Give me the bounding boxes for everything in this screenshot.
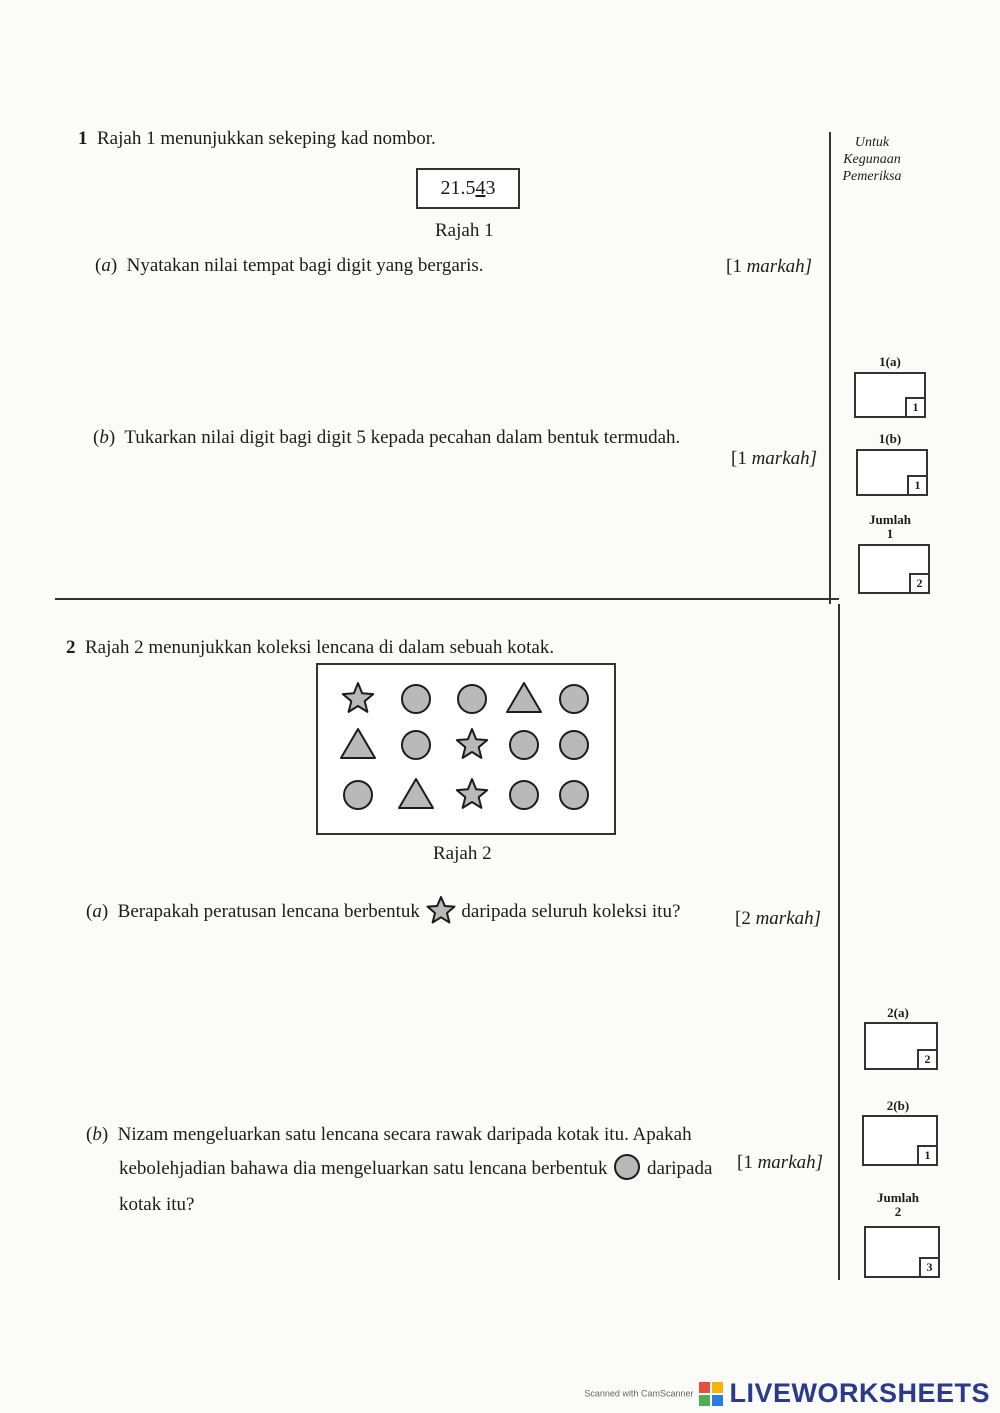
badge-star-r2c3 [457,729,487,758]
card-prefix: 21.5 [440,177,476,199]
q1-stem-text: Rajah 1 menunjukkan sekeping kad nombor. [97,128,436,149]
badge-circle-r3c1 [344,781,372,809]
q1a-marks [726,256,812,278]
q1b-marks-num: [1 [731,448,747,469]
card-underlined-digit: 4 [475,177,486,199]
q1-number: 1 [78,128,88,149]
q1-stem [78,127,436,151]
q2b-marks [737,1152,823,1174]
examiner-heading-line2: Kegunaan [843,152,901,167]
q2b-line3: kotak itu? [119,1194,195,1215]
q2b-label: (b) [86,1124,109,1145]
q2a-marks-num: [2 [735,908,751,929]
badge-star-r3c3 [457,779,487,808]
q2b-line2-before: kebolehjadian bahawa dia mengeluarkan satu lencana berbentuk [119,1158,608,1179]
badge-triangle-r1c4 [507,683,541,712]
examiner-heading-line1: Untuk [854,135,890,150]
number-card [416,168,520,209]
q1b-marks [731,448,817,470]
badge-triangle-r3c2 [399,779,433,808]
q2a-text-before: Berapakah peratusan lencana berbentuk [117,901,420,922]
q1a-question [95,254,484,278]
q2b-line1: Nizam mengeluarkan satu lencana secara rawak daripada kotak itu. Apakah [117,1124,692,1145]
q2-total-label [868,1191,928,1219]
q1b-box-label: 1(b) [878,431,902,446]
q2b-label-letter: b [92,1124,102,1145]
q2a-score-box[interactable] [864,1022,938,1070]
q2-total-label-line2: 2 [894,1204,902,1219]
q1-total-max-score: 2 [909,573,930,594]
examiner-column-divider [829,132,831,604]
q1a-label-letter: a [101,255,111,276]
q1-total-label-line1: Jumlah [869,512,911,527]
badge-circle-r2c5 [560,731,588,759]
q1-total-label [860,513,920,541]
examiner-column-divider-2 [838,604,840,1280]
card-suffix: 3 [485,177,496,199]
q1b-score-box[interactable] [856,449,928,496]
circle-badge-icon [612,1152,642,1182]
q1a-marks-word: markah] [746,256,813,277]
q1a-box-label: 1(a) [879,354,901,369]
liveworksheets-logo-icon [699,1382,723,1406]
q1b-text: Tukarkan nilai digit bagi digit 5 kepada pecahan dalam bentuk termudah. [124,427,681,448]
q2b-question [86,1123,692,1147]
q2b-max-score: 1 [917,1145,938,1166]
badge-circle-r3c4 [510,781,538,809]
q1-total-score-box[interactable] [858,544,930,594]
q2b-marks-word: markah] [757,1152,824,1173]
q1a-marks-num: [1 [726,256,742,277]
badge-circle-r1c3 [458,685,486,713]
question-divider [55,598,839,600]
badge-circle-r2c4 [510,731,538,759]
badge-circle-r2c2 [402,731,430,759]
badge-star-r1c1 [343,683,373,712]
brand-name: LIVEWORKSHEETS [729,1378,990,1408]
examiner-heading-line3: Pemeriksa [842,169,902,184]
q2a-label: (a) [86,901,109,922]
q2b-line2-after: daripada [647,1158,713,1179]
star-badge-icon [425,895,457,925]
q2a-question [86,895,680,925]
q1a-text: Nyatakan nilai tempat bagi digit yang bergaris. [126,255,484,276]
badge-triangle-r2c1 [341,729,375,758]
q1a-label: (a) [95,255,118,276]
q2b-marks-num: [1 [737,1152,753,1173]
q2a-marks [735,908,821,930]
badge-circle-r1c2 [402,685,430,713]
q2a-text-after: daripada seluruh koleksi itu? [461,901,681,922]
figure-1-caption: Rajah 1 [435,220,494,241]
q1-total-label-line2: 1 [886,526,894,541]
q1a-score-box[interactable] [854,372,926,418]
q2-total-label-line1: Jumlah [877,1190,919,1205]
badge-collection-box [316,663,616,835]
q2a-marks-word: markah] [755,908,822,929]
badge-collection-graphic [318,665,614,833]
q2b-box-label: 2(b) [886,1098,910,1113]
scanned-text: Scanned with CamScanner [584,1388,694,1399]
figure-2-caption: Rajah 2 [433,843,492,864]
badge-circle-r1c5 [560,685,588,713]
q2-stem [66,636,554,660]
q1b-marks-word: markah] [751,448,818,469]
q2a-box-label: 2(a) [887,1005,909,1020]
q1a-max-score: 1 [905,397,926,418]
q2-stem-text: Rajah 2 menunjukkan koleksi lencana di dalam sebuah kotak. [85,637,555,658]
footer-branding [584,1378,990,1409]
q1b-label-letter: b [99,427,109,448]
q1b-max-score: 1 [907,475,928,496]
q2b-line2-wrap [119,1152,712,1182]
q1b-question [93,426,680,450]
q2a-label-letter: a [92,901,102,922]
q2-total-score-box[interactable] [864,1226,940,1278]
badge-circle-r3c5 [560,781,588,809]
examiner-heading [830,134,914,185]
q1b-label: (b) [93,427,116,448]
q2a-max-score: 2 [917,1049,938,1070]
q2b-score-box[interactable] [862,1115,938,1166]
q2-number: 2 [66,637,76,658]
q2-total-max-score: 3 [919,1257,940,1278]
